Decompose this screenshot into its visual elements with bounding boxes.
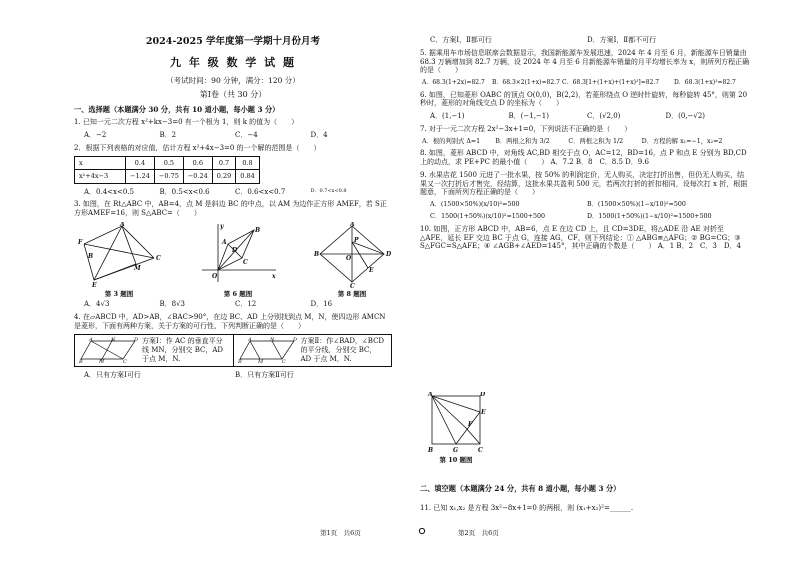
binding-hole-icon bbox=[418, 527, 426, 537]
question-1-options bbox=[74, 131, 392, 140]
svg-text:B: B bbox=[314, 250, 320, 258]
svg-text:D: D bbox=[386, 250, 392, 258]
table-cell: x²+4x−3 bbox=[75, 170, 126, 183]
svg-text:C: C bbox=[123, 359, 127, 364]
question-1: 1. 已知一元二次方程 x²+kx−3=0 有一个根为 1，则 k 的值为（ ） bbox=[74, 118, 299, 126]
svg-text:B: B bbox=[88, 252, 94, 260]
table-cell: −0.75 bbox=[154, 170, 183, 183]
svg-text:B: B bbox=[79, 359, 83, 364]
question-3: 3. 如图，在 Rt△ABC 中，AB=4，点 M 是斜边 BC 的中点，以 AM 为边作正方形 AMEF，若 S正方形AMEF=16，则 S△ABC=（ ） bbox=[74, 200, 387, 217]
page-number-right: 第2页 共6页 bbox=[458, 529, 499, 537]
option: B．2 bbox=[159, 130, 177, 139]
part-title: 第Ⅰ卷（共 30 分） bbox=[199, 90, 267, 99]
svg-text:B: B bbox=[255, 226, 261, 234]
question-5: 5. 据乘用车市场信息联席会数据显示，我国新能源车发展迅速，2024 年 4 月至 6 月，新能源车日销量由 68.3 万辆增加到 82.7 万辆，设 2024 年 4 月至 6 月新能源车销量的月平均增长率为 x，则所列方程正确的是（ ） bbox=[420, 48, 750, 75]
question-11: 11. 已知 x₁,x₂ 是方程 3x²−8x+1=0 的两根，则 (x₁+x₂)²=______. bbox=[420, 504, 634, 512]
figure-8 bbox=[312, 222, 392, 298]
option: D．16 bbox=[310, 300, 333, 308]
option: C．方案Ⅰ，Ⅱ都可行 bbox=[430, 36, 492, 44]
question-8-options: A．7.2 B．8 C．8.5 D．9.6 bbox=[550, 158, 649, 167]
option: A．(1,−1) bbox=[430, 112, 465, 120]
question-6-options bbox=[420, 112, 750, 121]
svg-text:E: E bbox=[481, 409, 486, 416]
option: A．4√3 bbox=[84, 300, 110, 308]
table-cell: 0.29 bbox=[212, 170, 235, 183]
question-2-table bbox=[74, 156, 260, 183]
svg-text:x: x bbox=[272, 272, 276, 280]
question-4-options bbox=[74, 371, 392, 380]
table-cell: −1.24 bbox=[126, 170, 155, 183]
question-8 bbox=[420, 149, 750, 167]
option: A．−2 bbox=[84, 130, 107, 139]
question-2: 2．根据下列表格的对应值，估计方程 x²+4x−3=0 的一个解的范围是（ ） bbox=[74, 143, 321, 152]
svg-text:O: O bbox=[346, 254, 352, 262]
svg-text:D: D bbox=[480, 392, 486, 398]
svg-text:D: D bbox=[232, 246, 238, 254]
svg-text:F: F bbox=[468, 421, 473, 428]
option: B．两根之和为 3/2 bbox=[495, 137, 550, 145]
option: C．两根之积为 1/2 bbox=[568, 137, 624, 145]
table-cell: x bbox=[75, 157, 126, 170]
svg-text:A: A bbox=[247, 337, 252, 344]
option: C．68.3[1+(1+x)+(1+x)²]=82.7 bbox=[562, 79, 660, 86]
figure-6 bbox=[198, 222, 278, 298]
table-row bbox=[75, 157, 260, 170]
question-5-options bbox=[420, 79, 750, 87]
option: C．1500(1+50%)(x/10)²=1500+500 bbox=[430, 212, 546, 220]
option: C．12 bbox=[235, 300, 257, 308]
svg-text:C: C bbox=[281, 359, 286, 364]
question-9-options-cd bbox=[420, 213, 750, 221]
option: A．(1500×50%)(x/10)²=500 bbox=[430, 201, 520, 209]
option: D．(0,−√2) bbox=[665, 112, 706, 120]
svg-text:A: A bbox=[350, 221, 355, 228]
option: A．68.3(1+2x)=82.7 bbox=[422, 79, 485, 86]
svg-text:O: O bbox=[212, 272, 218, 280]
option: B．(−1,−1) bbox=[508, 112, 549, 120]
figure-6-caption: 第 6 题图 bbox=[223, 289, 253, 298]
option: B．(1500×50%)(1−x/10)²=500 bbox=[587, 201, 686, 209]
plan-2-diagram bbox=[238, 337, 298, 363]
option: A．根的判别式 Δ=1 bbox=[422, 137, 481, 145]
section2-title: 二、填空题（本题满分 24 分，共有 8 道小题，每小题 3 分） bbox=[420, 484, 621, 493]
svg-text:G: G bbox=[453, 447, 459, 454]
question-9: 9. 水果店花 1500 元进了一批水果，按 50% 的利润定价，无人购买，决定打折出售，但仍无人购买，结果又一次打折后才售完，经结算，这批水果共盈利 500 元，若两次打折的折扣相同，设每次打 x 折，根据题意，下面所列方程正确的是（ ） bbox=[420, 170, 748, 197]
plan-2-text: 方案Ⅱ：作∠BAD，∠BCD 的平分线，分别交 BC，AD 于点 M，N. bbox=[300, 337, 385, 363]
svg-text:F: F bbox=[78, 238, 83, 246]
figure-8-diagram bbox=[312, 222, 392, 288]
table-cell: 0.8 bbox=[236, 157, 259, 170]
svg-text:A: A bbox=[222, 238, 227, 246]
svg-text:B: B bbox=[237, 359, 242, 364]
section1-title: 一、选择题（本题满分 30 分，共有 10 道小题，每小题 3 分） bbox=[74, 105, 280, 114]
svg-text:C: C bbox=[156, 254, 161, 262]
svg-text:N: N bbox=[111, 337, 116, 344]
svg-text:E: E bbox=[369, 266, 374, 274]
exam-title: 2024-2025 学年度第一学期十月份月考 bbox=[145, 36, 321, 47]
option: B．68.3×2(1+x)=82.7 bbox=[492, 79, 560, 86]
question-8-stem: 8. 如图，菱形 ABCD 中，对角线 AC,BD 相交于点 O，AC=12，BD=16，点 P 和点 E 分别为 BD,CD 上的动点，求 PE+PC 的最小值（ ） bbox=[420, 149, 747, 167]
figure-3 bbox=[74, 222, 164, 298]
exam-subject: 九 年 级 数 学 试 题 bbox=[170, 55, 296, 69]
table-row bbox=[75, 170, 260, 183]
option: D．4 bbox=[310, 130, 328, 139]
option: D．方程的解 x₁=−1，x₂=2 bbox=[641, 137, 723, 145]
svg-text:C: C bbox=[243, 258, 248, 266]
figure-3-caption: 第 3 题图 bbox=[104, 289, 134, 298]
question-10-options: A．1 B．2 C．3 D．4 bbox=[657, 242, 741, 251]
table-cell: 0.4 bbox=[126, 157, 155, 170]
option: A．0.4<x<0.5 bbox=[84, 187, 134, 196]
figure-8-caption: 第 8 题图 bbox=[337, 289, 367, 298]
question-9-options-ab bbox=[420, 201, 750, 209]
svg-text:P: P bbox=[354, 236, 359, 244]
table-cell: 0.5 bbox=[154, 157, 183, 170]
figure-10-caption: 第 10 题图 bbox=[439, 456, 473, 465]
question-7-options bbox=[420, 138, 750, 146]
table-cell: 0.6 bbox=[183, 157, 212, 170]
svg-text:B: B bbox=[428, 447, 434, 454]
svg-text:A: A bbox=[120, 221, 125, 228]
question-3-options bbox=[74, 300, 392, 309]
svg-text:N: N bbox=[269, 337, 274, 344]
exam-info: （考试时间：90 分钟，满分：120 分） bbox=[166, 75, 300, 85]
plan-1-text: 方案Ⅰ：作 AC 的垂直平分线 MN，分别交 BC，AD 于点 M，N. bbox=[142, 337, 224, 363]
page-number-left: 第1页 共6页 bbox=[320, 529, 361, 537]
option: D．0.7<x<0.8 bbox=[310, 187, 347, 194]
svg-text:M: M bbox=[99, 359, 105, 364]
right-column bbox=[420, 36, 750, 255]
svg-text:y: y bbox=[220, 222, 224, 230]
figure-3-diagram bbox=[74, 222, 164, 288]
option: C．0.6<x<0.7 bbox=[235, 187, 286, 196]
plan-2-cell bbox=[233, 335, 392, 365]
svg-text:M: M bbox=[257, 359, 263, 364]
svg-text:A: A bbox=[428, 392, 433, 398]
table-cell: 0.84 bbox=[236, 170, 259, 183]
option: B．0.5<x<0.6 bbox=[159, 187, 210, 196]
plan-1-cell bbox=[75, 335, 233, 365]
svg-text:C: C bbox=[478, 447, 483, 454]
option: D．方案Ⅰ，Ⅱ都不可行 bbox=[587, 36, 657, 44]
question-4: 4. 在▱ABCD 中，AD>AB，∠BAC>90°，在边 BC、AD 上分别找到点 M，N，使四边形 AMCN 是菱形，下面有两种方案，关于方案的可行性，下列判断正确的是（ ） bbox=[74, 312, 386, 330]
svg-text:E: E bbox=[92, 281, 97, 288]
svg-text:D: D bbox=[134, 337, 139, 344]
question-10-stem: 10. 如图，正方形 ABCD 中，AB=6，点 E 在边 CD 上，且 CD=3DE，将△ADE 沿 AE 对折至△AFE，延长 EF 交边 BC 于点 G，连接 AG，CF，则下列结论：① △ABG≌△AFG；② BG=CG；③ S△FGC=S△AFE；④ ∠AGB+∠AED=145°，其中正确的个数是（ ） bbox=[420, 224, 741, 251]
question-7: 7. 对于一元二次方程 2x²−3x+1=0，下列说法不正确的是（ ） bbox=[420, 124, 632, 133]
left-column bbox=[74, 36, 392, 383]
option: D．1500(1+50%)(1−x/10)²=1500+500 bbox=[587, 212, 712, 220]
option: C．(√2,0) bbox=[587, 112, 621, 120]
question-6: 6. 如图，已知菱形 OABC 的顶点 O(0,0)，B(2,2)，若菱形绕点 O 逆时针旋转，每秒旋转 45°，则第 20 秒时，菱形的对角线交点 D 的坐标为（ ） bbox=[420, 90, 748, 108]
option: D．68.3(1+x)²=82.7 bbox=[674, 79, 736, 86]
question-4-plans bbox=[74, 334, 392, 366]
figure-10-diagram bbox=[426, 392, 486, 454]
figure-10 bbox=[426, 392, 486, 464]
option: A．只有方案Ⅰ可行 bbox=[84, 370, 141, 379]
option: C．−4 bbox=[235, 130, 258, 139]
plan-1-diagram bbox=[79, 337, 139, 363]
question-2-options bbox=[74, 188, 392, 197]
question-10 bbox=[420, 225, 750, 251]
svg-text:M: M bbox=[134, 264, 141, 272]
figures-row bbox=[74, 222, 392, 298]
option: B．8√3 bbox=[159, 300, 186, 308]
table-cell: 0.7 bbox=[212, 157, 235, 170]
svg-text:D: D bbox=[292, 337, 297, 344]
figure-6-diagram bbox=[198, 222, 278, 288]
svg-text:A: A bbox=[89, 337, 93, 344]
option: B．只有方案Ⅱ可行 bbox=[235, 370, 294, 379]
table-cell: −0.24 bbox=[183, 170, 212, 183]
question-4-options-cont bbox=[420, 36, 750, 45]
svg-text:C: C bbox=[350, 282, 355, 288]
